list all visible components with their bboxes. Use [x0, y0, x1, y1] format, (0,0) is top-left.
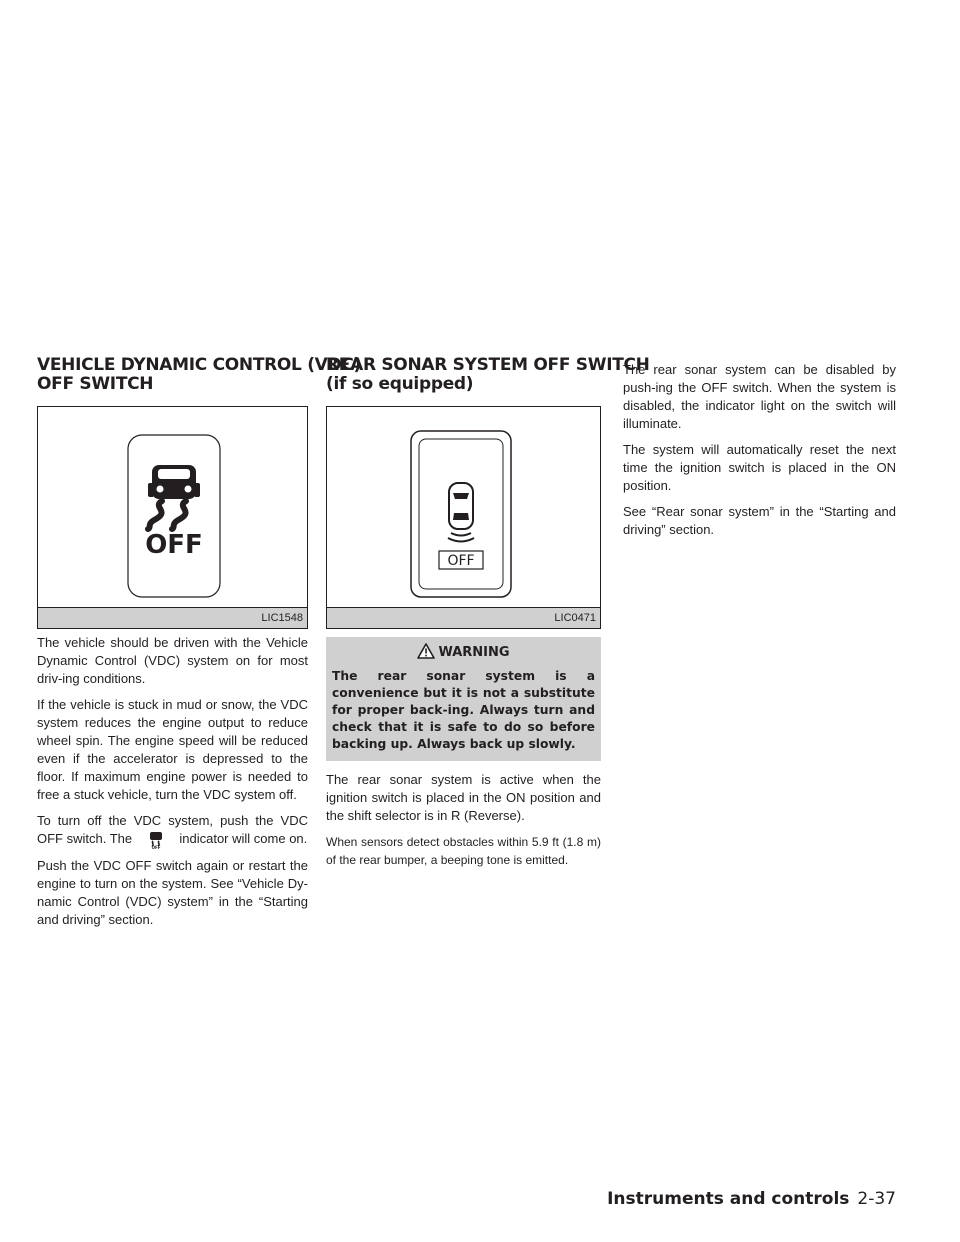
- sonar-off-switch-illustration: [327, 407, 600, 607]
- vdc-paragraph-4: Push the VDC OFF switch again or restart the engine to turn on the system. See “Vehicle Dy-namic Control (VDC) system” in the “Starting and driving” section.: [37, 857, 308, 927]
- vdc-paragraph-3-start: To turn off the VDC system, push the VDC OFF switch. The: [37, 813, 308, 846]
- sonar-paragraph-3: The rear sonar system can be disabled by push-ing the OFF switch. When the system is disabled, the indicator light on the switch will illuminate.: [623, 362, 896, 431]
- page-footer: [607, 1189, 896, 1209]
- page-number: 2-37: [857, 1189, 896, 1209]
- sonar-paragraph-5: See “Rear sonar system” in the “Starting and driving” section.: [623, 504, 896, 537]
- warning-title: [332, 643, 595, 662]
- sonar-section-heading: [326, 356, 650, 394]
- sonar-body-text: [326, 637, 601, 877]
- sonar-switch-off-text: OFF: [447, 553, 475, 569]
- footer-section-title: Instruments and controls: [607, 1189, 850, 1209]
- vdc-off-switch-illustration: [38, 407, 307, 607]
- warning-icon: [417, 643, 435, 659]
- sonar-heading-line1: REAR SONAR SYSTEM OFF SWITCH: [326, 355, 650, 375]
- vdc-off-indicator-icon: [136, 831, 176, 849]
- warning-text: The rear sonar system is a convenience but it is not a substitute for proper back-ing. Always turn and check that it is safe to do so before backing up. Always back up slowly.: [332, 669, 595, 751]
- vdc-heading-line2: OFF SWITCH: [37, 374, 154, 394]
- vdc-switch-figure: [37, 406, 308, 629]
- sonar-paragraph-4: The system will automatically reset the next time the ignition switch is placed in the ON position.: [623, 442, 896, 493]
- sonar-paragraph-2: When sensors detect obstacles within 5.9 ft (1.8 m) of the rear bumper, a beeping tone is emitted.: [326, 835, 601, 867]
- vdc-paragraph-2: If the vehicle is stuck in mud or snow, the VDC system reduces the engine output to reduce wheel spin. The engine speed will be reduced even if the accelerator is depressed to the floor. If maximum engine power is needed to free a stuck vehicle, turn the VDC system off.: [37, 697, 308, 802]
- sonar-paragraph-1: The rear sonar system is active when the ignition switch is placed in the ON position and the shift selector is in R (Reverse).: [326, 772, 601, 823]
- figure1-caption: LIC1548: [38, 607, 307, 628]
- figure2-caption: LIC0471: [327, 607, 600, 628]
- warning-box: [326, 637, 601, 761]
- sonar-body-text-continued: [623, 361, 896, 547]
- vdc-heading-line1: VEHICLE DYNAMIC CONTROL (VDC): [37, 355, 361, 375]
- vdc-paragraph-3-end: indicator will come on.: [179, 831, 308, 846]
- sonar-heading-line2: (if so equipped): [326, 374, 474, 394]
- vdc-body-text: [37, 634, 308, 937]
- sonar-switch-figure: [326, 406, 601, 629]
- warning-title-text: WARNING: [438, 645, 510, 660]
- svg-text:OFF: OFF: [151, 844, 161, 849]
- vdc-paragraph-3: [37, 812, 308, 849]
- vdc-paragraph-1: The vehicle should be driven with the Vehicle Dynamic Control (VDC) system on for most driv-ing conditions.: [37, 635, 308, 686]
- vdc-section-heading: [37, 356, 361, 394]
- vdc-switch-off-text: OFF: [145, 530, 203, 560]
